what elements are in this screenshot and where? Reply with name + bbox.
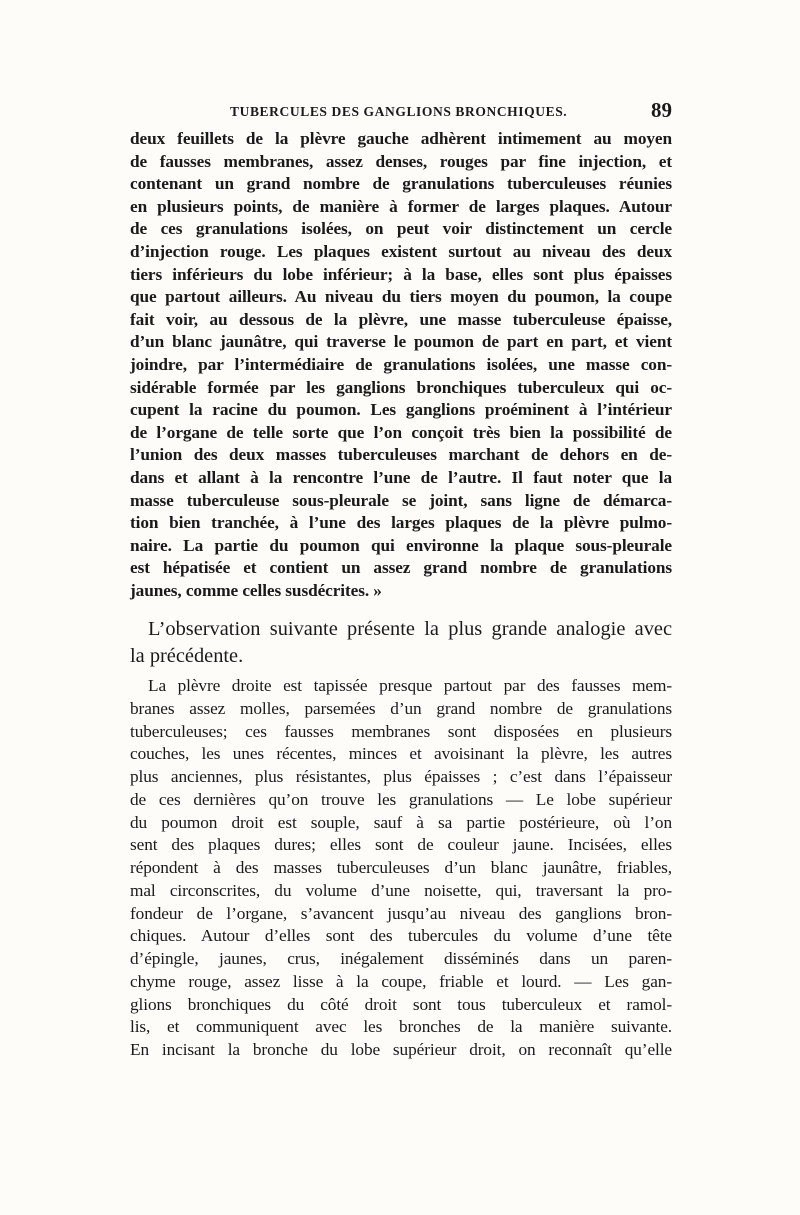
page-header [132,98,672,128]
text-line: masse tuberculeuse sous-pleurale se joint, sans ligne de démarca- [130,490,672,510]
text-line: branes assez molles, parsemées d’un grand nombre de granulations [130,698,672,718]
text-line: naire. La partie du poumon qui environne la plaque sous-pleurale [130,535,672,555]
text-line: d’un blanc jaunâtre, qui traverse le poumon de part en part, et vient [130,332,672,352]
text-line: l’union des deux masses tuberculeuses marchant de dehors en de- [130,445,672,465]
text-line: de fausses membranes, assez denses, rouges par fine injection, et [130,151,672,171]
paragraph-2 [130,616,672,670]
text-line: en plusieurs points, de manière à former de larges plaques. Autour [130,196,672,216]
text-line: fait voir, au dessous de la plèvre, une masse tuberculeuse épaisse, [130,309,672,329]
text-line: fondeur de l’organe, s’avancent jusqu’au niveau des ganglions bron- [130,903,672,923]
text-line: chiques. Autour d’elles sont des tubercules du volume d’une tête [130,926,672,946]
text-line: de ces dernières qu’on trouve les granulations — Le lobe supérieur [130,789,672,809]
text-line: sent des plaques dures; elles sont de couleur jaune. Incisées, elles [130,835,672,855]
text-line: d’injection rouge. Les plaques existent surtout au niveau des deux [130,241,672,261]
text-line: lis, et communiquent avec les bronches de la manière suivante. [130,1017,672,1037]
text-line: couches, les unes récentes, minces et avoisinant la plèvre, les autres [130,744,672,764]
text-line: deux feuillets de la plèvre gauche adhèrent intimement au moyen [130,129,672,148]
text-line: L’observation suivante présente la plus grande analogie avec [148,618,672,640]
paragraph-1 [130,128,672,602]
text-line: répondent à des masses tuberculeuses d’un blanc jaunâtre, friables, [130,858,672,877]
text-line: contenant un grand nombre de granulations tuberculeuses réunies [130,174,672,194]
text-line: joindre, par l’intermédiaire de granulations isolées, une masse con- [130,354,672,374]
text-line: la précédente. [130,645,244,667]
text-line: est hépatisée et contient un assez grand nombre de granulations [130,558,672,578]
text-line: La plèvre droite est tapissée presque partout par des fausses mem- [148,676,672,695]
text-line: du poumon droit est souple, sauf à sa partie postérieure, où l’on [130,812,672,832]
text-line: glions bronchiques du côté droit sont tous tuberculeux et ramol- [130,994,672,1014]
paragraph-3 [130,675,672,1062]
text-line: mal circonscrites, du volume d’une noisette, qui, traversant la pro- [130,880,672,900]
text-line: de ces granulations isolées, on peut voir distinctement un cercle [130,219,672,239]
text-line: dans et allant à la rencontre l’une de l’autre. Il faut noter que la [130,467,672,487]
text-line: En incisant la bronche du lobe supérieur droit, on reconnaît qu’elle [130,1040,672,1059]
text-line: sidérable formée par les ganglions bronchiques tuberculeux qui oc- [130,377,672,397]
text-line: cupent la racine du poumon. Les ganglions proéminent à l’intérieur [130,400,672,420]
text-line: que partout ailleurs. Au niveau du tiers moyen du poumon, la coupe [130,287,672,307]
running-title: TUBERCULES DES GANGLIONS BRONCHIQUES. [230,104,568,119]
text-line: tuberculeuses; ces fausses membranes sont disposées en plusieurs [130,721,672,741]
text-line: plus anciennes, plus résistantes, plus épaisses ; c’est dans l’épaisseur [130,767,672,786]
text-line: de l’organe de telle sorte que l’on conçoit très bien la possibilité de [130,422,672,442]
text-line: d’épingle, jaunes, crus, inégalement disséminés dans un paren- [130,949,672,968]
text-line: jaunes, comme celles susdécrites. » [130,580,382,600]
text-line: tion bien tranchée, à l’une des larges plaques de la plèvre pulmo- [130,513,672,533]
text-line: tiers inférieurs du lobe inférieur; à la base, elles sont plus épaisses [130,264,672,284]
page-number: 89 [651,98,672,122]
text-line: chyme rouge, assez lisse à la coupe, friable et lourd. — Les gan- [130,971,672,991]
